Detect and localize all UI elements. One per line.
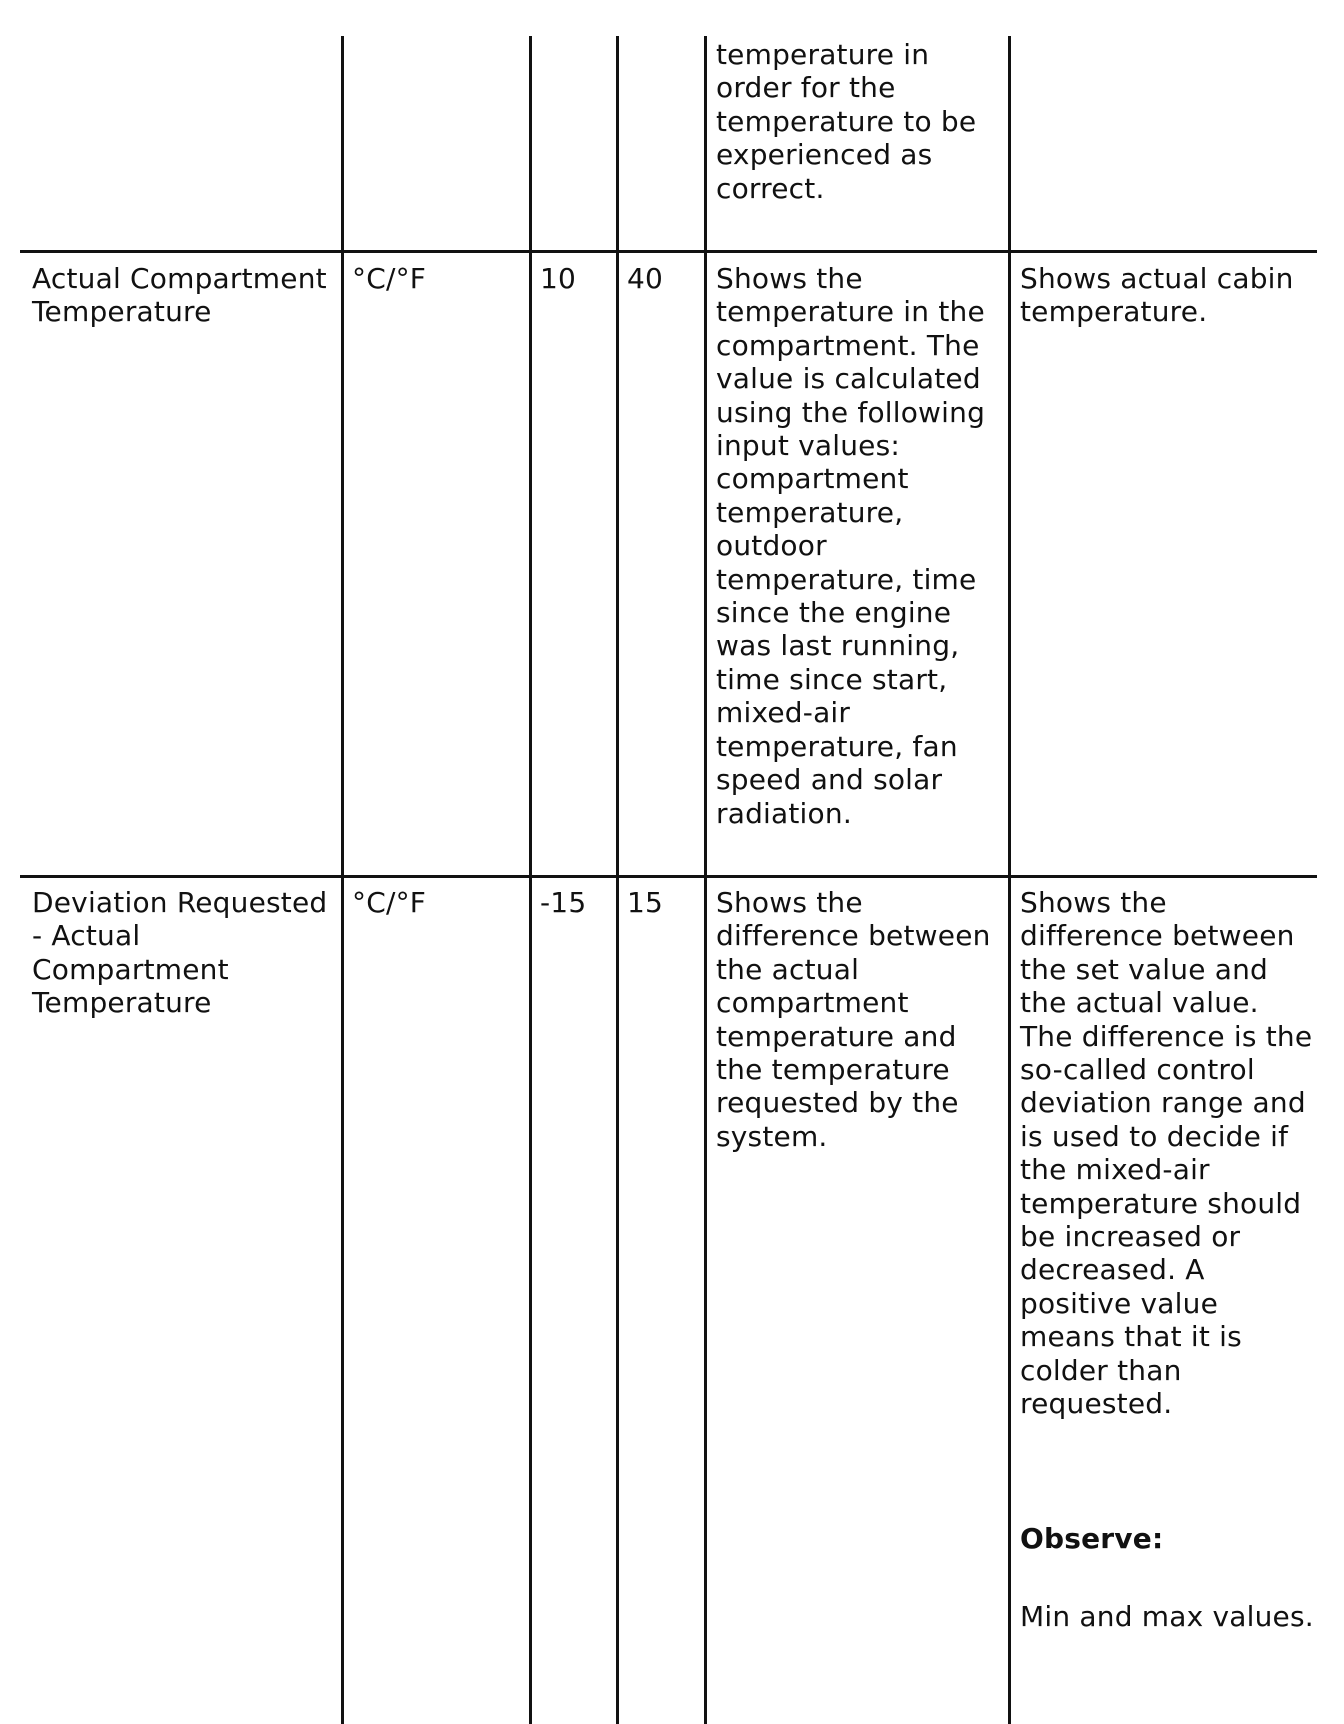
observe-label: Observe: bbox=[1020, 1522, 1164, 1555]
max-cell: 40 bbox=[627, 262, 664, 295]
min-cell: -15 bbox=[540, 886, 587, 919]
description-cell: Shows the temperature in the compartment. The value is calculated using the following input values: compartment temperature, outdoor temperature, time since the engine was last running, time since start, mixed-air temperature, fan speed and solar radiation. bbox=[716, 262, 986, 830]
row-divider bbox=[20, 250, 1317, 253]
parameter-cell: Deviation Requested - Actual Compartment Temperature bbox=[32, 886, 328, 1020]
column-divider bbox=[704, 36, 707, 1724]
min-cell: 10 bbox=[540, 262, 577, 295]
unit-cell: °C/°F bbox=[352, 886, 427, 919]
observe-text: Min and max values. bbox=[1020, 1600, 1314, 1633]
comment-cell: Shows the difference between the set value and the actual value. The difference is the so-called control deviation range and is used to decide if the mixed-air temperature should be increased or decreased. A positive value means that it is colder than requested. bbox=[1020, 886, 1313, 1421]
column-divider bbox=[1008, 36, 1011, 1724]
comment-cell: Shows actual cabin temperature. bbox=[1020, 262, 1294, 329]
continued-description-cell: temperature in order for the temperature to be experienced as correct. bbox=[716, 38, 977, 205]
max-cell: 15 bbox=[627, 886, 664, 919]
column-divider bbox=[529, 36, 532, 1724]
unit-cell: °C/°F bbox=[352, 262, 427, 295]
description-cell: Shows the difference between the actual compartment temperature and the temperature requested by the system. bbox=[716, 886, 991, 1153]
column-divider bbox=[341, 36, 344, 1724]
column-divider bbox=[616, 36, 619, 1724]
parameter-cell: Actual Compartment Temperature bbox=[32, 262, 327, 329]
row-divider bbox=[20, 875, 1317, 878]
